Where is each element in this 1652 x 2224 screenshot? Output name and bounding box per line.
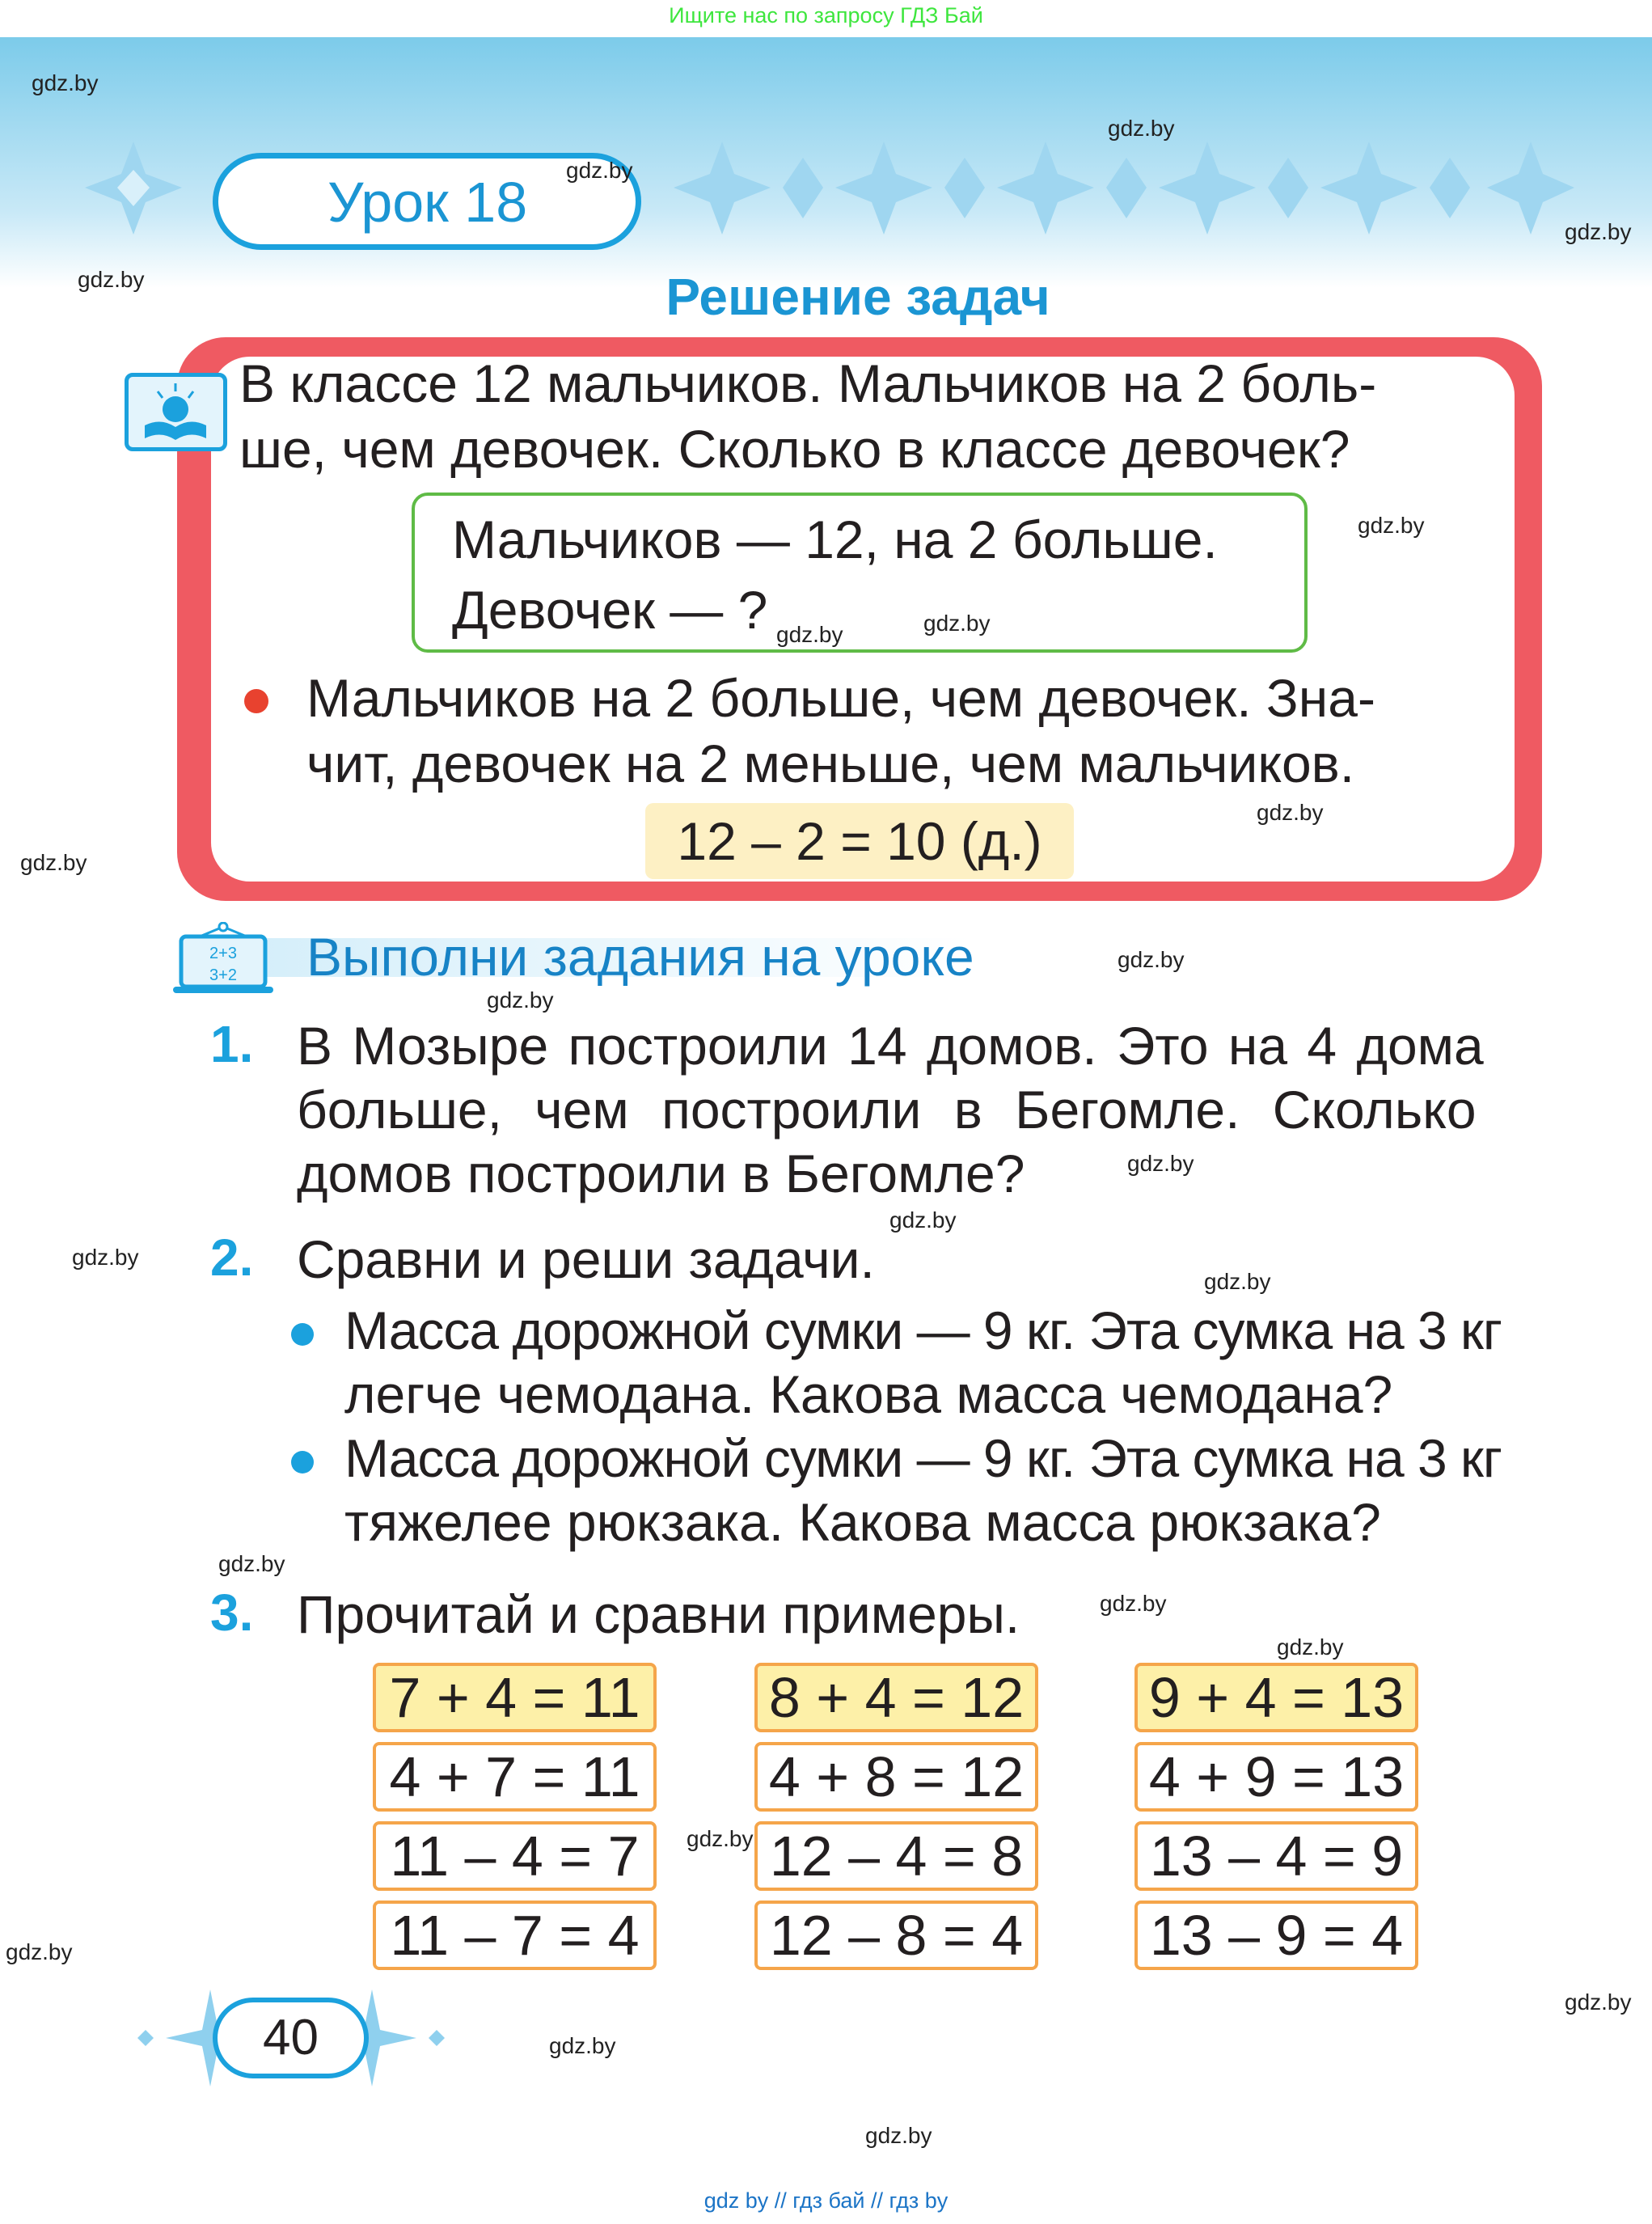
chalkboard-line-1: 2+3 <box>209 945 237 962</box>
task-2b-line-1: Масса дорожной сумки — 9 кг. Эта сумка на 3 кг <box>344 1428 1502 1488</box>
condition-line-1: Мальчиков — 12, на 2 больше. <box>452 509 1218 569</box>
example-cell: 11 – 7 = 4 <box>373 1901 657 1970</box>
task-number: 2. <box>210 1228 254 1287</box>
example-cell: 12 – 4 = 8 <box>754 1821 1038 1891</box>
section-title: Выполни задания на уроке <box>306 927 974 987</box>
example-cell: 4 + 7 = 11 <box>373 1742 657 1812</box>
bullet-icon <box>291 1451 314 1474</box>
task-1-line-3: домов построили в Бегомле? <box>297 1144 1025 1203</box>
watermark: gdz.by <box>218 1551 285 1576</box>
ornament-band <box>674 142 1574 235</box>
example-cell: 13 – 4 = 9 <box>1134 1821 1418 1891</box>
watermark: gdz.by <box>78 267 145 292</box>
task-2-line-1: Сравни и реши задачи. <box>297 1229 875 1289</box>
watermark: gdz.by <box>687 1826 754 1851</box>
bullet-icon <box>291 1323 314 1346</box>
problem-line-2: ше, чем девочек. Сколько в классе девочек? <box>239 419 1350 479</box>
problem-line-1: В классе 12 мальчиков. Мальчиков на 2 боль- <box>239 353 1377 413</box>
task-2a-line-2: легче чемодана. Какова масса чемодана? <box>344 1364 1393 1424</box>
task-number: 3. <box>210 1583 254 1642</box>
footer-links: gdz by // гдз бай // гдз by <box>703 2188 949 2213</box>
watermark: gdz.by <box>487 987 554 1013</box>
page-title: Решение задач <box>665 268 1050 326</box>
task-number: 1. <box>210 1015 254 1073</box>
watermark: gdz.by <box>1358 513 1425 538</box>
book-sun-icon <box>125 373 227 451</box>
example-cell: 4 + 8 = 12 <box>754 1742 1038 1812</box>
reasoning-line-1: Мальчиков на 2 больше, чем девочек. Зна- <box>306 668 1375 728</box>
watermark: gdz.by <box>889 1207 957 1233</box>
chalkboard-icon <box>171 922 275 995</box>
example-cell: 9 + 4 = 13 <box>1134 1663 1418 1732</box>
reasoning-line-2: чит, девочек на 2 меньше, чем мальчиков. <box>306 734 1355 793</box>
watermark: gdz.by <box>72 1245 139 1270</box>
example-cell: 12 – 8 = 4 <box>754 1901 1038 1970</box>
task-1-line-2: больше, чем построили в Бегомле. Сколько <box>297 1080 1477 1139</box>
lesson-label: Урок 18 <box>327 171 528 234</box>
condition-line-2: Девочек — ? <box>452 580 768 640</box>
task-1-line-1: В Мозыре построили 14 домов. Это на 4 дома <box>297 1016 1484 1076</box>
watermark: gdz.by <box>1108 116 1175 141</box>
watermark: gdz.by <box>1100 1591 1167 1616</box>
page-number: 40 <box>213 1998 369 2078</box>
watermark: gdz.by <box>1118 947 1185 972</box>
ornament-star-icon <box>85 142 182 235</box>
watermark: gdz.by <box>1127 1151 1194 1176</box>
watermark: gdz.by <box>566 158 633 183</box>
watermark: gdz.by <box>6 1939 73 1964</box>
watermark: gdz.by <box>1204 1269 1271 1294</box>
example-cell: 13 – 9 = 4 <box>1134 1901 1418 1970</box>
watermark: gdz.by <box>32 70 99 95</box>
watermark: gdz.by <box>1565 219 1632 244</box>
watermark: gdz.by <box>549 2033 616 2058</box>
example-cell: 11 – 4 = 7 <box>373 1821 657 1891</box>
watermark: gdz.by <box>1257 800 1324 825</box>
watermark: gdz.by <box>20 850 87 875</box>
bullet-icon <box>244 689 268 713</box>
solution-box: 12 – 2 = 10 (д.) <box>645 803 1074 879</box>
task-2a-line-1: Масса дорожной сумки — 9 кг. Эта сумка на 3 кг <box>344 1300 1502 1360</box>
example-cell: 4 + 9 = 13 <box>1134 1742 1418 1812</box>
watermark: gdz.by <box>1565 1989 1632 2015</box>
watermark: gdz.by <box>923 611 991 636</box>
watermark: gdz.by <box>865 2123 932 2148</box>
top-banner-note: Ищите нас по запросу ГДЗ Бай <box>669 3 983 27</box>
watermark: gdz.by <box>776 622 843 647</box>
chalkboard-line-2: 3+2 <box>209 966 237 984</box>
example-cell: 7 + 4 = 11 <box>373 1663 657 1732</box>
watermark: gdz.by <box>1277 1634 1344 1660</box>
task-3-line-1: Прочитай и сравни примеры. <box>297 1584 1020 1644</box>
task-2b-line-2: тяжелее рюкзака. Какова масса рюкзака? <box>344 1492 1381 1552</box>
example-cell: 8 + 4 = 12 <box>754 1663 1038 1732</box>
